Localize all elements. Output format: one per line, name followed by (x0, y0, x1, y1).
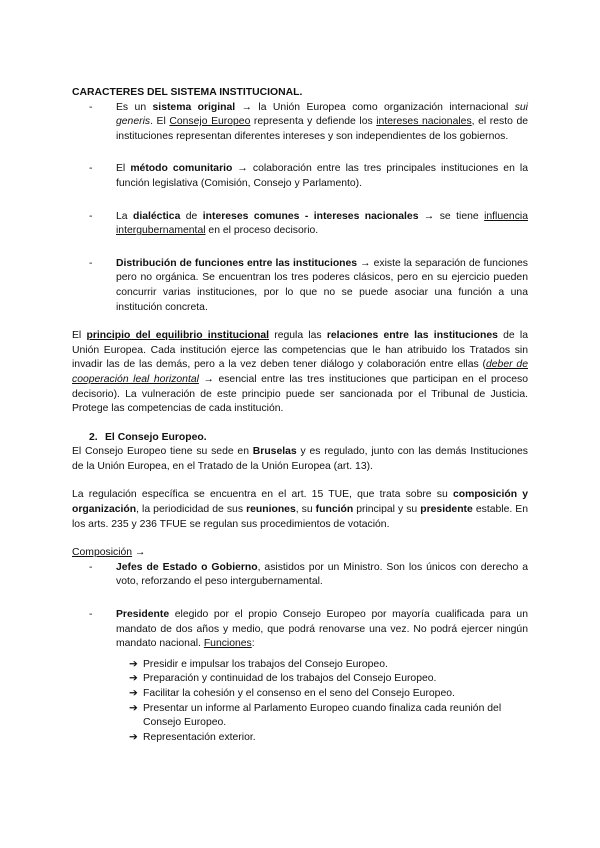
dash-bullet: - (89, 561, 93, 573)
composicion-heading: Composición → (72, 547, 146, 559)
bullet-text: Presidente elegido por el propio Consejo Europeo por mayoría cualificada para un mandato de dos años y medio, que podrá renovarse una vez. No podrá ejercer ningún mandato nacional. Funciones: (116, 609, 528, 650)
arrow-right-icon: ➔ (129, 673, 138, 685)
list-item: ➔ Presentar un informe al Parlamento Europeo cuando finaliza cada reunión del Consejo Europeo. (129, 702, 528, 731)
list-item: ➔ Facilitar la cohesión y el consenso en el seno del Consejo Europeo. (129, 687, 528, 702)
dash-bullet: - (89, 210, 93, 222)
section-title: El Consejo Europeo. (105, 431, 207, 443)
section-heading: CARACTERES DEL SISTEMA INSTITUCIONAL. (72, 87, 303, 98)
dash-bullet: - (89, 609, 93, 621)
section-number: 2. (89, 431, 98, 443)
paragraph-regulacion: La regulación específica se encuentra en el art. 15 TUE, que trata sobre su composición y organización, la periodicidad de sus reuniones, su función principal y su presidente estable. En los arts. 235 y 236 TFUE se regulan sus procedimientos de votación. (72, 489, 529, 530)
paragraph-sede: El Consejo Europeo tiene su sede en Bruselas y es regulado, junto con las demás Instituciones de la Unión Europea, en el Tratado de la Unión Europea (art. 13). (72, 446, 528, 472)
bullet-text: Distribución de funciones entre las instituciones → existe la separación de funciones pero no orgánica. Se encuentran los tres poderes clásicos, pero en su ejercicio pueden concurrir varias instituciones, por lo que no se puede asociar una función a una institución concreta. (116, 257, 528, 313)
bullet-text: La dialéctica de intereses comunes - intereses nacionales → se tiene influencia intergubernamental en el proceso decisorio. (116, 210, 528, 237)
dash-bullet: - (89, 257, 93, 269)
dash-bullet: - (89, 101, 93, 113)
funciones-list (129, 658, 528, 746)
bullet-distribucion-funciones (89, 257, 528, 315)
list-item: ➔ Preparación y continuidad de los trabajos del Consejo Europeo. (129, 672, 528, 687)
bullet-text: El método comunitario → colaboración entre las tres principales instituciones en la función legislativa (Comisión, Consejo y Parlamento). (116, 163, 528, 189)
paragraph-equilibrio-institucional: El principio del equilibrio institucional regula las relaciones entre las instituciones de la Unión Europea. Cada institución ejerce las competencias que le han atribuido los Tratados sin invadir las de las demás, pero a la vez deben tener diálogo y colaboración entre ellas (deber de cooperación leal horizontal → esencial entre las tres instituciones que participan en el proceso decisorio). La vulneración de este principio puede ser sancionada por el Tribunal de Justicia. Protege las competencias de cada institución. (72, 330, 528, 415)
bullet-presidente (89, 608, 528, 652)
bullet-jefes-estado (89, 561, 528, 590)
document-page (72, 86, 528, 745)
bullet-metodo-comunitario (89, 162, 528, 191)
bullet-text: Jefes de Estado o Gobierno, asistidos por un Ministro. Son los únicos con derecho a voto, reforzando el peso intergubernamental. (116, 561, 528, 588)
bullet-dialectica (89, 210, 528, 239)
list-item: ➔ Representación exterior. (129, 731, 528, 746)
arrow-right-icon: ➔ (129, 702, 138, 714)
dash-bullet: - (89, 163, 93, 175)
arrow-right-icon: ➔ (129, 731, 138, 743)
arrow-right-icon: ➔ (129, 688, 138, 699)
arrow-right-icon: ➔ (129, 658, 138, 670)
list-item: ➔ Presidir e impulsar los trabajos del Consejo Europeo. (129, 658, 528, 673)
bullet-text: Es un sistema original → la Unión Europea como organización internacional sui generis. El Consejo Europeo representa y defiende los intereses nacionales, el resto de instituciones representan diferentes intereses y son independientes de los gobiernos. (116, 101, 528, 142)
bullet-sistema-original (89, 101, 528, 145)
section-2-heading (89, 431, 528, 446)
